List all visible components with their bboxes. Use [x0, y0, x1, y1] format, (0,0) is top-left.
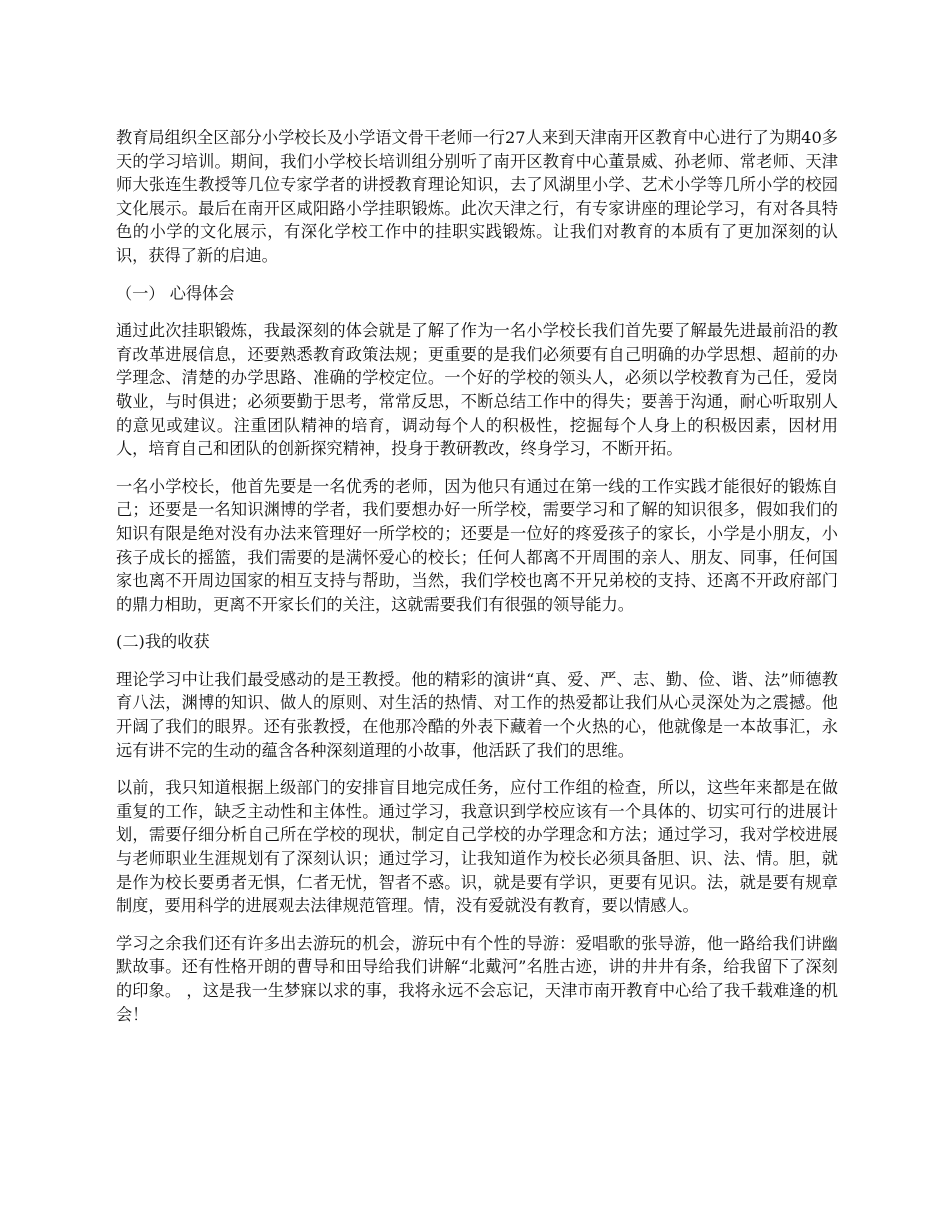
gains-paragraph-3: 学习之余我们还有许多出去游玩的机会，游玩中有个性的导游：爱唱歌的张导游，他一路给我们讲幽默故事。还有性格开朗的曹导和田导给我们讲解“北戴河”名胜古迹，讲的井井有条，给我留下了深刻的印象。 ，这是我一生梦寐以求的事，我将永远不会忘记，天津市南开教育中心给了我千载难逢的机会！	[116, 933, 838, 1024]
intro-paragraph: 教育局组织全区部分小学校长及小学语文骨干老师一行27人来到天津南开区教育中心进行了为期40多天的学习培训。期间，我们小学校长培训组分别听了南开区教育中心董景威、孙老师、常老师、天津师大张连生教授等几位专家学者的讲授教育理论知识，去了风湖里小学、艺术小学等几所小学的校园文化展示。最后在南开区咸阳路小学挂职锻炼。此次天津之行，有专家讲座的理论学习，有对各具特色的小学的文化展示，有深化学校工作中的挂职实践锻炼。让我们对教育的本质有了更加深刻的认识，获得了新的启迪。	[116, 128, 838, 265]
experience-paragraph-1: 通过此次挂职锻炼，我最深刻的体会就是了解了作为一名小学校长我们首先要了解最先进最前沿的教育改革进展信息，还要熟悉教育政策法规；更重要的是我们必须要有自己明确的办学思想、超前的办学理念、清楚的办学思路、准确的学校定位。一个好的学校的领头人，必须以学校教育为己任，爱岗敬业，与时俱进；必须要勤于思考，常常反思，不断总结工作中的得失；要善于沟通，耐心听取别人的意见或建议。注重团队精神的培育，调动每个人的积极性，挖掘每个人身上的积极因素，因材用人，培育自己和团队的创新探究精神，投身于教研教改，终身学习，不断开拓。	[116, 321, 838, 459]
section-heading-gains: (二)我的收获	[116, 632, 210, 652]
gains-paragraph-1: 理论学习中让我们最受感动的是王教授。他的精彩的演讲“真、爱、严、志、勤、俭、谐、法”师德教育八法，渊博的知识、做人的原则、对生活的热情、对工作的热爱都让我们从心灵深处为之震撼。他开阔了我们的眼界。还有张教授，在他那冷酷的外表下藏着一个火热的心，他就像是一本故事汇，永远有讲不完的生动的蕴含各种深刻道理的小故事，他活跃了我们的思维。	[116, 669, 838, 760]
experience-paragraph-2: 一名小学校长，他首先要是一名优秀的老师，因为他只有通过在第一线的工作实践才能很好的锻炼自己；还要是一名知识渊博的学者，我们要想办好一所学校，需要学习和了解的知识很多，假如我们的知识有限是绝对没有办法来管理好一所学校的；还要是一位好的疼爱孩子的家长，小学是小朋友，小孩子成长的摇篮，我们需要的是满怀爱心的校长；任何人都离不开周围的亲人、朋友、同事，任何国家也离不开周边国家的相互支持与帮助，当然，我们学校也离不开兄弟校的支持、还离不开政府部门的鼎力相助，更离不开家长们的关注，这就需要我们有很强的领导能力。	[116, 476, 838, 614]
gains-paragraph-2: 以前，我只知道根据上级部门的安排盲目地完成任务，应付工作组的检查，所以，这些年来都是在做重复的工作，缺乏主动性和主体性。通过学习，我意识到学校应该有一个具体的、切实可行的进展计划，需要仔细分析自己所在学校的现状，制定自己学校的办学理念和方法；通过学习，我对学校进展与老师职业生涯规划有了深刻认识；通过学习，让我知道作为校长必须具备胆、识、法、情。胆，就是作为校长要勇者无惧，仁者无忧，智者不惑。识，就是要有学识，更要有见识。法，就是要有规章制度，要用科学的进展观去法律规范管理。情，没有爱就没有教育，要以情感人。	[116, 778, 838, 916]
document-body	[116, 126, 838, 1040]
section-heading-experience: （一） 心得体会	[116, 283, 235, 303]
